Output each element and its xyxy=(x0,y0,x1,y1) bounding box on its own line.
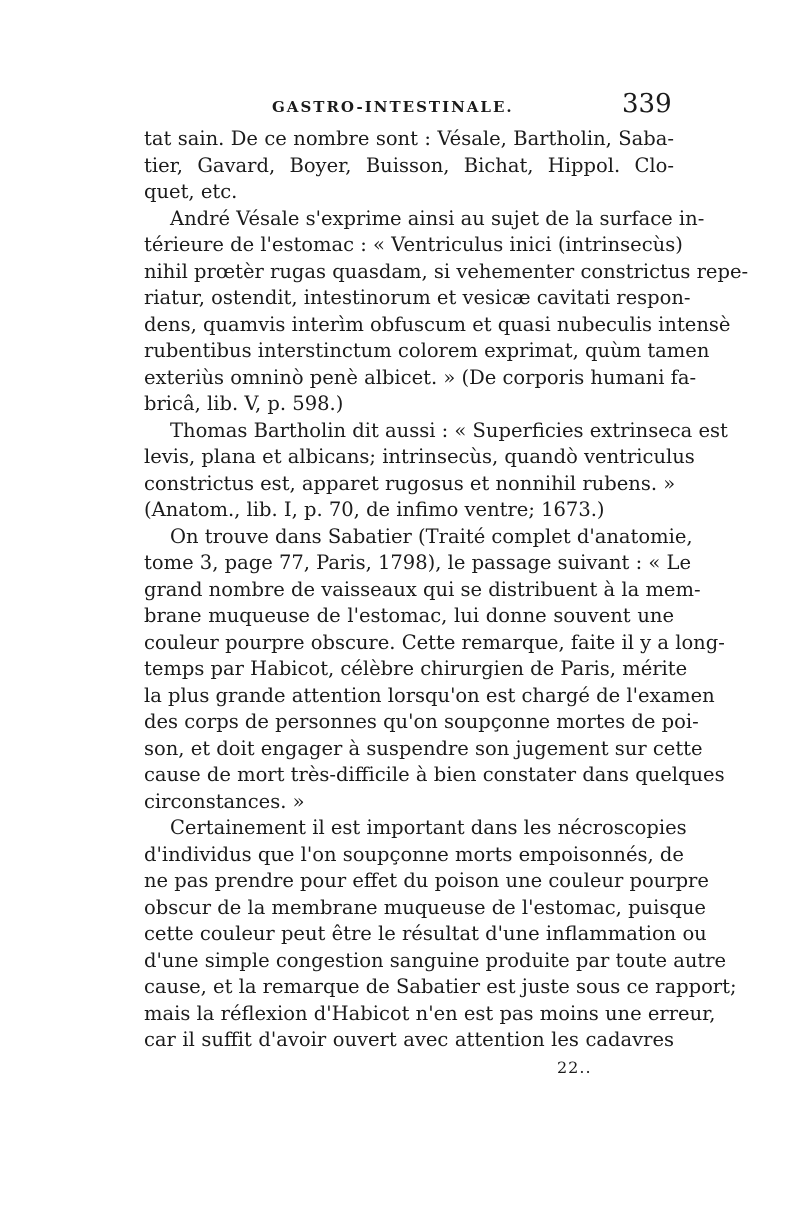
text-line: cette couleur peut être le résultat d'une inflammation ou xyxy=(144,922,707,945)
text-line: nihil prœtèr rugas quasdam, si vehementer constrictus repe- xyxy=(144,259,749,283)
text-line: André Vésale s'exprime ainsi au sujet de la surface in- xyxy=(170,206,705,230)
text-line: car il suffit d'avoir ouvert avec attention les cadavres xyxy=(144,1028,674,1051)
text-line: son, et doit engager à suspendre son jugement sur cette xyxy=(144,736,703,760)
text-line: On trouve dans Sabatier (Traité complet d'anatomie, xyxy=(170,524,693,548)
text-line: circonstances. » xyxy=(144,789,305,813)
text-line: tier, Gavard, Boyer, Buisson, Bichat, Hippol. Clo- xyxy=(144,153,674,177)
page-number: 339 xyxy=(622,89,672,119)
text-line: (Anatom., lib. I, p. 70, de infimo ventre; 1673.) xyxy=(144,498,605,521)
text-line: temps par Habicot, célèbre chirurgien de Paris, mérite xyxy=(144,657,688,680)
text-line: constrictus est, apparet rugosus et nonnihil rubens. » xyxy=(144,471,676,495)
text-line: tat sain. De ce nombre sont : Vésale, Bartholin, Saba- xyxy=(144,127,674,150)
text-line: mais la réflexion d'Habicot n'en est pas moins une erreur, xyxy=(144,1001,716,1025)
text-line: Thomas Bartholin dit aussi : « Superficies extrinseca est xyxy=(170,418,728,442)
text-line: ne pas prendre pour effet du poison une couleur pourpre xyxy=(144,869,709,892)
text-line: la plus grande attention lorsqu'on est chargé de l'examen xyxy=(144,683,715,707)
text-line: cause de mort très-difficile à bien constater dans quelques xyxy=(144,763,725,786)
text-line: levis, plana et albicans; intrinsecùs, quandò ventriculus xyxy=(144,445,695,468)
text-line: rubentibus interstinctum colorem exprimat, quùm tamen xyxy=(144,339,710,362)
text-line: couleur pourpre obscure. Cette remarque, faite il y a long- xyxy=(144,630,725,654)
text-line: exteriùs omninò penè albicet. » (De corporis humani fa- xyxy=(144,365,697,389)
text-line: des corps de personnes qu'on soupçonne mortes de poi- xyxy=(144,710,699,733)
signature-mark: 22.. xyxy=(557,1058,592,1077)
text-line: riatur, ostendit, intestinorum et vesicæ cavitati respon- xyxy=(144,286,691,309)
text-line: d'une simple congestion sanguine produite par toute autre xyxy=(144,948,727,972)
text-line: grand nombre de vaisseaux qui se distribuent à la mem- xyxy=(144,577,701,601)
text-line: obscur de la membrane muqueuse de l'estomac, puisque xyxy=(144,895,706,919)
running-title: GASTRO-INTESTINALE. xyxy=(272,98,514,116)
text-line: cause, et la remarque de Sabatier est juste sous ce rapport; xyxy=(144,975,737,998)
text-line: Certainement il est important dans les nécroscopies xyxy=(170,816,687,839)
text-line: tome 3, page 77, Paris, 1798), le passage suivant : « Le xyxy=(144,551,691,574)
text-line: bricâ, lib. V, p. 598.) xyxy=(144,392,344,415)
text-line: térieure de l'estomac : « Ventriculus inici (intrinsecùs) xyxy=(144,233,683,256)
text-line: brane muqueuse de l'estomac, lui donne souvent une xyxy=(144,604,674,627)
text-line: quet, etc. xyxy=(144,180,238,203)
text-line: dens, quamvis interìm obfuscum et quasi nubeculis intensè xyxy=(144,312,731,336)
body-text xyxy=(144,126,749,1054)
text-line: d'individus que l'on soupçonne morts empoisonnés, de xyxy=(144,842,684,866)
